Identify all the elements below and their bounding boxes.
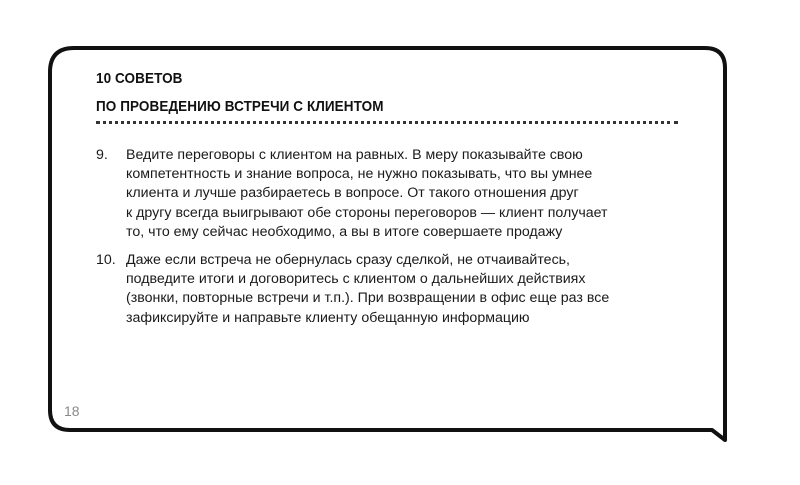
dotted-divider (96, 121, 678, 124)
tip-text-line: к другу всегда выигрывают обе стороны переговоров — клиент получает (126, 204, 608, 221)
tip-number: 9. (96, 147, 108, 163)
tip-item-9 (96, 146, 696, 242)
tip-text-line: подведите итоги и договоритесь с клиентом о дальнейших действиях (126, 271, 586, 288)
tip-text-line: то, что ему сейчас необходимо, а вы в итоге совершаете продажу (126, 223, 563, 240)
tips-list (96, 146, 696, 337)
tips-card (60, 60, 710, 430)
tip-item-10 (96, 251, 696, 328)
tip-text-line: клиента и лучше разбираетесь в вопросе. От такого отношения друг (126, 185, 579, 202)
tip-text-line: (звонки, повторные встречи и т.п.). При возвращении в офис еще раз все (126, 290, 610, 307)
page-number: 18 (64, 403, 80, 419)
tip-text-line: зафиксируйте и направьте клиенту обещанную информацию (126, 309, 530, 326)
heading-line-2: ПО ПРОВЕДЕНИЮ ВСТРЕЧИ С КЛИЕНТОМ (96, 98, 384, 115)
heading-line-1: 10 СОВЕТОВ (96, 70, 183, 87)
tip-text-line: компетентность и знание вопроса, не нужно показывать, что вы умнее (126, 166, 593, 183)
tip-text-line: Ведите переговоры с клиентом на равных. В меру показывайте свою (126, 147, 583, 163)
tip-number: 10. (96, 252, 116, 269)
tip-text-line: Даже если встреча не обернулась сразу сделкой, не отчаивайтесь, (126, 252, 571, 269)
